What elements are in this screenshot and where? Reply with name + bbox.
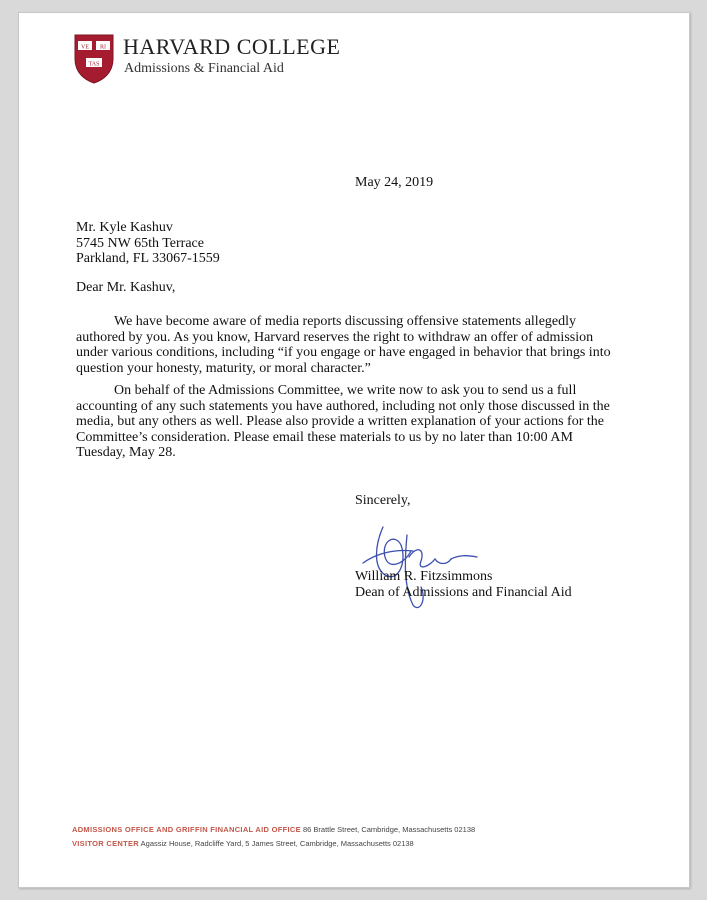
signatory-title: Dean of Admissions and Financial Aid bbox=[355, 584, 572, 600]
letterhead-subtitle: Admissions & Financial Aid bbox=[124, 61, 284, 76]
salutation: Dear Mr. Kashuv, bbox=[76, 280, 176, 295]
recipient-city: Parkland, FL 33067-1559 bbox=[76, 251, 220, 266]
footer-office-address: 86 Brattle Street, Cambridge, Massachusetts 02138 bbox=[302, 825, 476, 834]
body-paragraph-2: On behalf of the Admissions Committee, we write now to ask you to send us a full accounting of any such statements you have authored, including not only those discussed in the media, but any others as well. Please also provide a written explanation of your actions for the Committee’s consideration. Please email these materials to us by no later than 10:00 AM Tuesday, May 28. bbox=[76, 383, 610, 460]
recipient-street: 5745 NW 65th Terrace bbox=[76, 235, 204, 251]
letter-date: May 24, 2019 bbox=[355, 175, 434, 190]
footer bbox=[72, 823, 475, 851]
recipient-name: Mr. Kyle Kashuv bbox=[76, 220, 173, 235]
harvard-shield-logo bbox=[73, 33, 115, 85]
signatory-block bbox=[355, 569, 572, 600]
footer-office-label: ADMISSIONS OFFICE AND GRIFFIN FINANCIAL AID OFFICE bbox=[72, 825, 301, 834]
body-paragraph-1: We have become aware of media reports discussing offensive statements allegedly authored by you. As you know, Harvard reserves the right to withdraw an offer of admission under various conditions, including “if you engage or have engaged in behavior that brings into question your honesty, maturity, or moral character.” bbox=[76, 314, 611, 376]
footer-visitor-address: Agassiz House, Radcliffe Yard, 5 James Street, Cambridge, Massachusetts 02138 bbox=[140, 839, 414, 848]
letterhead-title: HARVARD COLLEGE bbox=[123, 34, 341, 59]
footer-office-line bbox=[72, 823, 475, 837]
svg-text:TAS: TAS bbox=[88, 61, 100, 68]
signatory-name: William R. Fitzsimmons bbox=[355, 569, 493, 584]
recipient-address bbox=[76, 220, 220, 267]
footer-visitor-line bbox=[72, 837, 475, 851]
closing: Sincerely, bbox=[355, 493, 411, 508]
svg-text:RI: RI bbox=[100, 44, 106, 51]
svg-text:VE: VE bbox=[81, 44, 89, 51]
footer-visitor-label: VISITOR CENTER bbox=[72, 839, 139, 848]
